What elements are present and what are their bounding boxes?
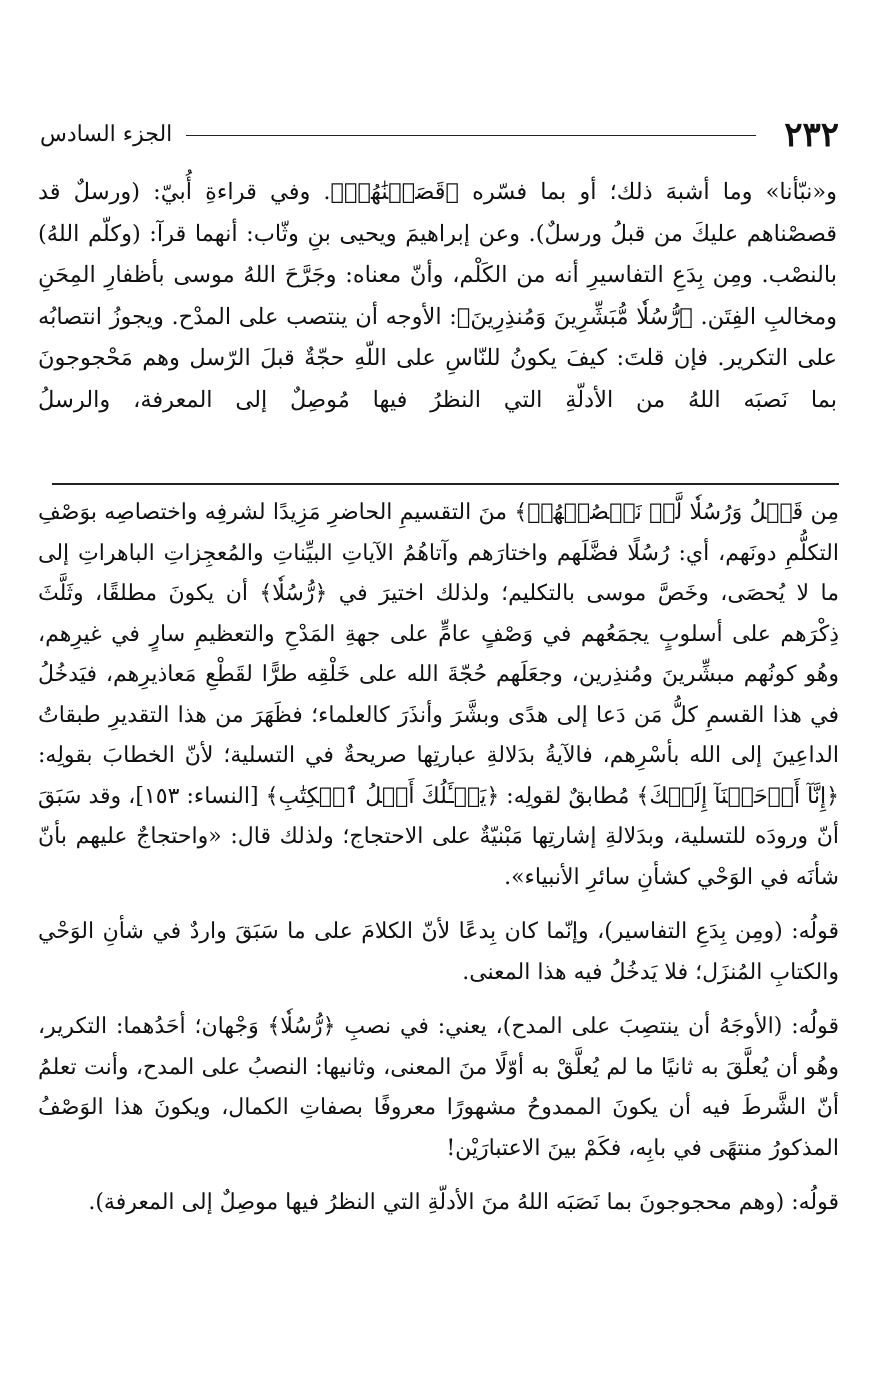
page-number: ٢٣٢ <box>784 115 839 155</box>
commentary-paragraph: قولُه: (الأوجَهُ أن ينتصِبَ على المدح)، يعني: في نصبِ ﴿رُّسُلٗا﴾ وَجْهان؛ أحَدُهما: التكرير، وهُو أن يُعلَّقَ به ثانيًا ما لم يُعلَّقْ به أوّلًا منَ المعنى، وثانيها: النصبُ على المدح، وأنت تعلمُ أنّ الشَّرطَ فيه أن يكونَ الممدوحُ مشهورًا معروفًا بصفاتِ الكمال، ويكونَ هذا الوَصْفُ المذكورُ منتهًى في بابِه، فكَمْ بينَ الاعتبارَيْن! <box>38 1014 839 1161</box>
commentary-block <box>38 493 839 1238</box>
header-rule <box>186 135 756 136</box>
part-title: الجزء السادس <box>40 122 173 147</box>
commentary-paragraph: قولُه: (ومِن بِدَعِ التفاسير)، وإنّما كان بِدعًا لأنّ الكلامَ على ما سَبَقَ واردٌ في شأنِ الوَحْي والكتابِ المُنزَل؛ فلا يَدخُلُ فيه هذا المعنى. <box>38 919 839 985</box>
commentary-paragraph: مِن قَبۡلُ وَرُسُلٗا لَّمۡ نَقۡصُصۡهُمۡ﴾ منَ التقسيمِ الحاضرِ مَزِيدًا لشرفِه واختصاصِه بوَصْفِ التكلُّمِ دونَهم، أي: رُسُلًا فضَّلَهم واختارَهم وآتاهُمُ الآياتِ البيِّناتِ والمُعجِزاتِ الباهراتِ إلى ما لا يُحصَى، وخَصَّ موسى بالتكليم؛ ولذلك اختيرَ في ﴿رُّسُلٗا﴾ أن يكونَ مطلقًا، وثَلَّثَ ذِكْرَهم على أسلوبٍ يجمَعُهم في وَصْفٍ عامٍّ على جهةِ المَدْحِ والتعظيمِ سارٍ في غيرِهم، وهُو كونُهم مبشِّرينَ ومُنذِرين، وجعَلَهم حُجّةَ الله على خَلْقِه طرًّا لقَطْعِ مَعاذيرِهم، فيَدخُلُ في هذا القسمِ كلُّ مَن دَعا إلى هدًى وبشَّرَ وأنذَرَ كالعلماء؛ فظَهَرَ من هذا التقديرِ طبقاتُ الداعِينَ إلى الله بأسْرِهم، فالآيةُ بدَلالةِ عبارتِها صريحةٌ في التسلية؛ لأنّ الخطابَ بقولِه: ﴿إِنَّآ أَوۡحَيۡنَآ إِلَيۡكَ﴾ مُطابقٌ لقولِه: ﴿يَسۡـَٔلُكَ أَهۡلُ ٱلۡكِتَٰبِ﴾ [النساء: ١٥٣]، وقد سَبَقَ أنّ ورودَه للتسلية، وبدَلالةِ إشارتِها مَبْنيّةٌ على الاحتجاج؛ ولذلك قال: «واحتجاجٌ عليهم بأنّ شأنَه في الوَحْي كشأنِ سائرِ الأنبياء». <box>38 500 840 890</box>
main-text-paragraph: و«نبّأنا» وما أشبهَ ذلك؛ أو بما فسّره ﴿قَصَصۡنَٰهُمۡ﴾. وفي قراءةِ أُبيّ: (ورسلٌ قد قصصْناهم عليكَ من قبلُ ورسلٌ). وعن إبراهيمَ ويحيى بنِ وثّاب: أنهما قرآ: (وكلّم اللهُ) بالنصْب. ومِن بِدَعِ التفاسيرِ أنه من الكَلْم، وأنّ معناه: وجَرَّحَ اللهُ موسى بأظفارِ المِحَنِ ومخالبِ الفِتَن. ﴿رُّسُلٗا مُّبَشِّرِينَ وَمُنذِرِينَ﴾: الأوجه أن ينتصب على المدْح. ويجوزُ انتصابُه على التكرير. فإن قلتَ: كيفَ يكونُ للنّاسِ على اللّهِ حجّةٌ قبلَ الرّسل وهم مَحْجوجونَ بما نَصبَه اللهُ من الأدلّةِ التي النظرُ فيها مُوصِلٌ إلى المعرفة، والرسلُ <box>38 179 837 413</box>
section-divider <box>52 483 839 485</box>
main-text-block <box>38 172 837 421</box>
running-header <box>40 105 839 165</box>
commentary-paragraph: قولُه: (وهم محجوجونَ بما نَصَبَه اللهُ منَ الأدلّةِ التي النظرُ فيها موصِلٌ إلى المعرفة). <box>88 1190 839 1215</box>
